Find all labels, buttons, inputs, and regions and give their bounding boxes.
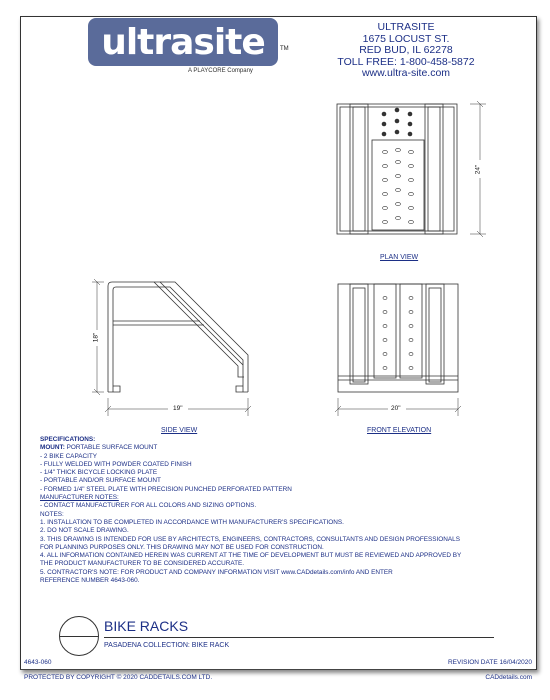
copyright-notice: PROTECTED BY COPYRIGHT © 2020 CADDETAILS.COM LTD. (24, 674, 213, 681)
note-line: 5. CONTRACTOR'S NOTE: FOR PRODUCT AND COMPANY INFORMATION VISIT www.CADdetails.com/info AND ENTER (40, 568, 393, 576)
mount-value: PORTABLE SURFACE MOUNT (64, 444, 158, 452)
plan-view-dimension: 24" (474, 164, 482, 175)
note-line: 2. DO NOT SCALE DRAWING. (40, 527, 129, 535)
spec-item: - FORMED 1/4" STEEL PLATE WITH PRECISION PUNCHED PERFORATED PATTERN (40, 485, 292, 493)
side-view-label: SIDE VIEW (161, 427, 198, 434)
company-name: ULTRASITE (377, 21, 435, 33)
mount-spec (40, 444, 520, 452)
title-divider (104, 637, 494, 638)
title-block-circle-icon (59, 616, 99, 656)
reference-number: 4643-060 (24, 659, 52, 666)
drawing-title: BIKE RACKS (104, 618, 189, 634)
logo-trademark: TM (280, 46, 289, 52)
company-address-line2: RED BUD, IL 62278 (359, 44, 453, 56)
spec-item: - PORTABLE AND/OR SURFACE MOUNT (40, 477, 161, 485)
company-address-line1: 1675 LOCUST ST. (362, 32, 450, 45)
side-view-width-dimension: 19" (173, 405, 183, 412)
mount-label: MOUNT: (40, 444, 65, 452)
logo-mark: ultrasite (88, 18, 278, 66)
company-website[interactable]: www.ultra-site.com (361, 67, 451, 79)
manufacturer-notes-heading: MANUFACTURER NOTES: (40, 494, 119, 502)
notes-heading: NOTES: (40, 510, 64, 518)
front-elevation-drawing (335, 284, 461, 416)
drawing-subtitle: PASADENA COLLECTION: BIKE RACK (104, 642, 230, 649)
footer-divider (20, 669, 535, 670)
note-line: REFERENCE NUMBER 4643-060. (40, 577, 140, 585)
note-line: 1. INSTALLATION TO BE COMPLETED IN ACCORDANCE WITH MANUFACTURER'S SPECIFICATIONS. (40, 518, 344, 526)
front-elevation-label: FRONT ELEVATION (367, 427, 432, 434)
revision-date: REVISION DATE 16/04/2020 (447, 659, 532, 666)
spec-item: - 2 BIKE CAPACITY (40, 452, 98, 460)
note-line: 3. THIS DRAWING IS INTENDED FOR USE BY ARCHITECTS, ENGINEERS, CONTRACTORS, CONSULTANTS AND DESIGN PROFESSIONALS (40, 535, 460, 543)
note-line: 4. ALL INFORMATION CONTAINED HEREIN WAS CURRENT AT THE TIME OF DEVELOPMENT BUT MUST BE REVIEWED AND APPROVED BY (40, 552, 462, 560)
company-phone: TOLL FREE: 1-800-458-5872 (337, 55, 475, 68)
side-view-drawing (92, 279, 251, 416)
note-line: FOR PLANNING PURPOSES ONLY. THIS DRAWING MAY NOT BE USED FOR CONSTRUCTION. (40, 543, 324, 551)
side-view-height-dimension: 18" (92, 332, 100, 343)
note-line: THE PRODUCT MANUFACTURER TO BE CONSIDERED ACCURATE. (40, 560, 245, 568)
front-elevation-width-dimension: 20" (391, 405, 401, 412)
specifications-block (40, 436, 520, 585)
manufacturer-note: - CONTACT MANUFACTURER FOR ALL COLORS AND SIZING OPTIONS. (40, 502, 257, 510)
spec-item: - FULLY WELDED WITH POWDER COATED FINISH (40, 460, 192, 468)
spec-item: - 1/4" THICK BICYCLE LOCKING PLATE (40, 469, 158, 477)
plan-view-label: PLAN VIEW (380, 254, 419, 261)
specifications-heading: SPECIFICATIONS: (40, 436, 96, 443)
plan-view-drawing (337, 101, 486, 237)
logo-tagline: A PLAYCORE Company (188, 68, 253, 74)
caddetails-link[interactable]: CADdetails.com (485, 674, 532, 681)
